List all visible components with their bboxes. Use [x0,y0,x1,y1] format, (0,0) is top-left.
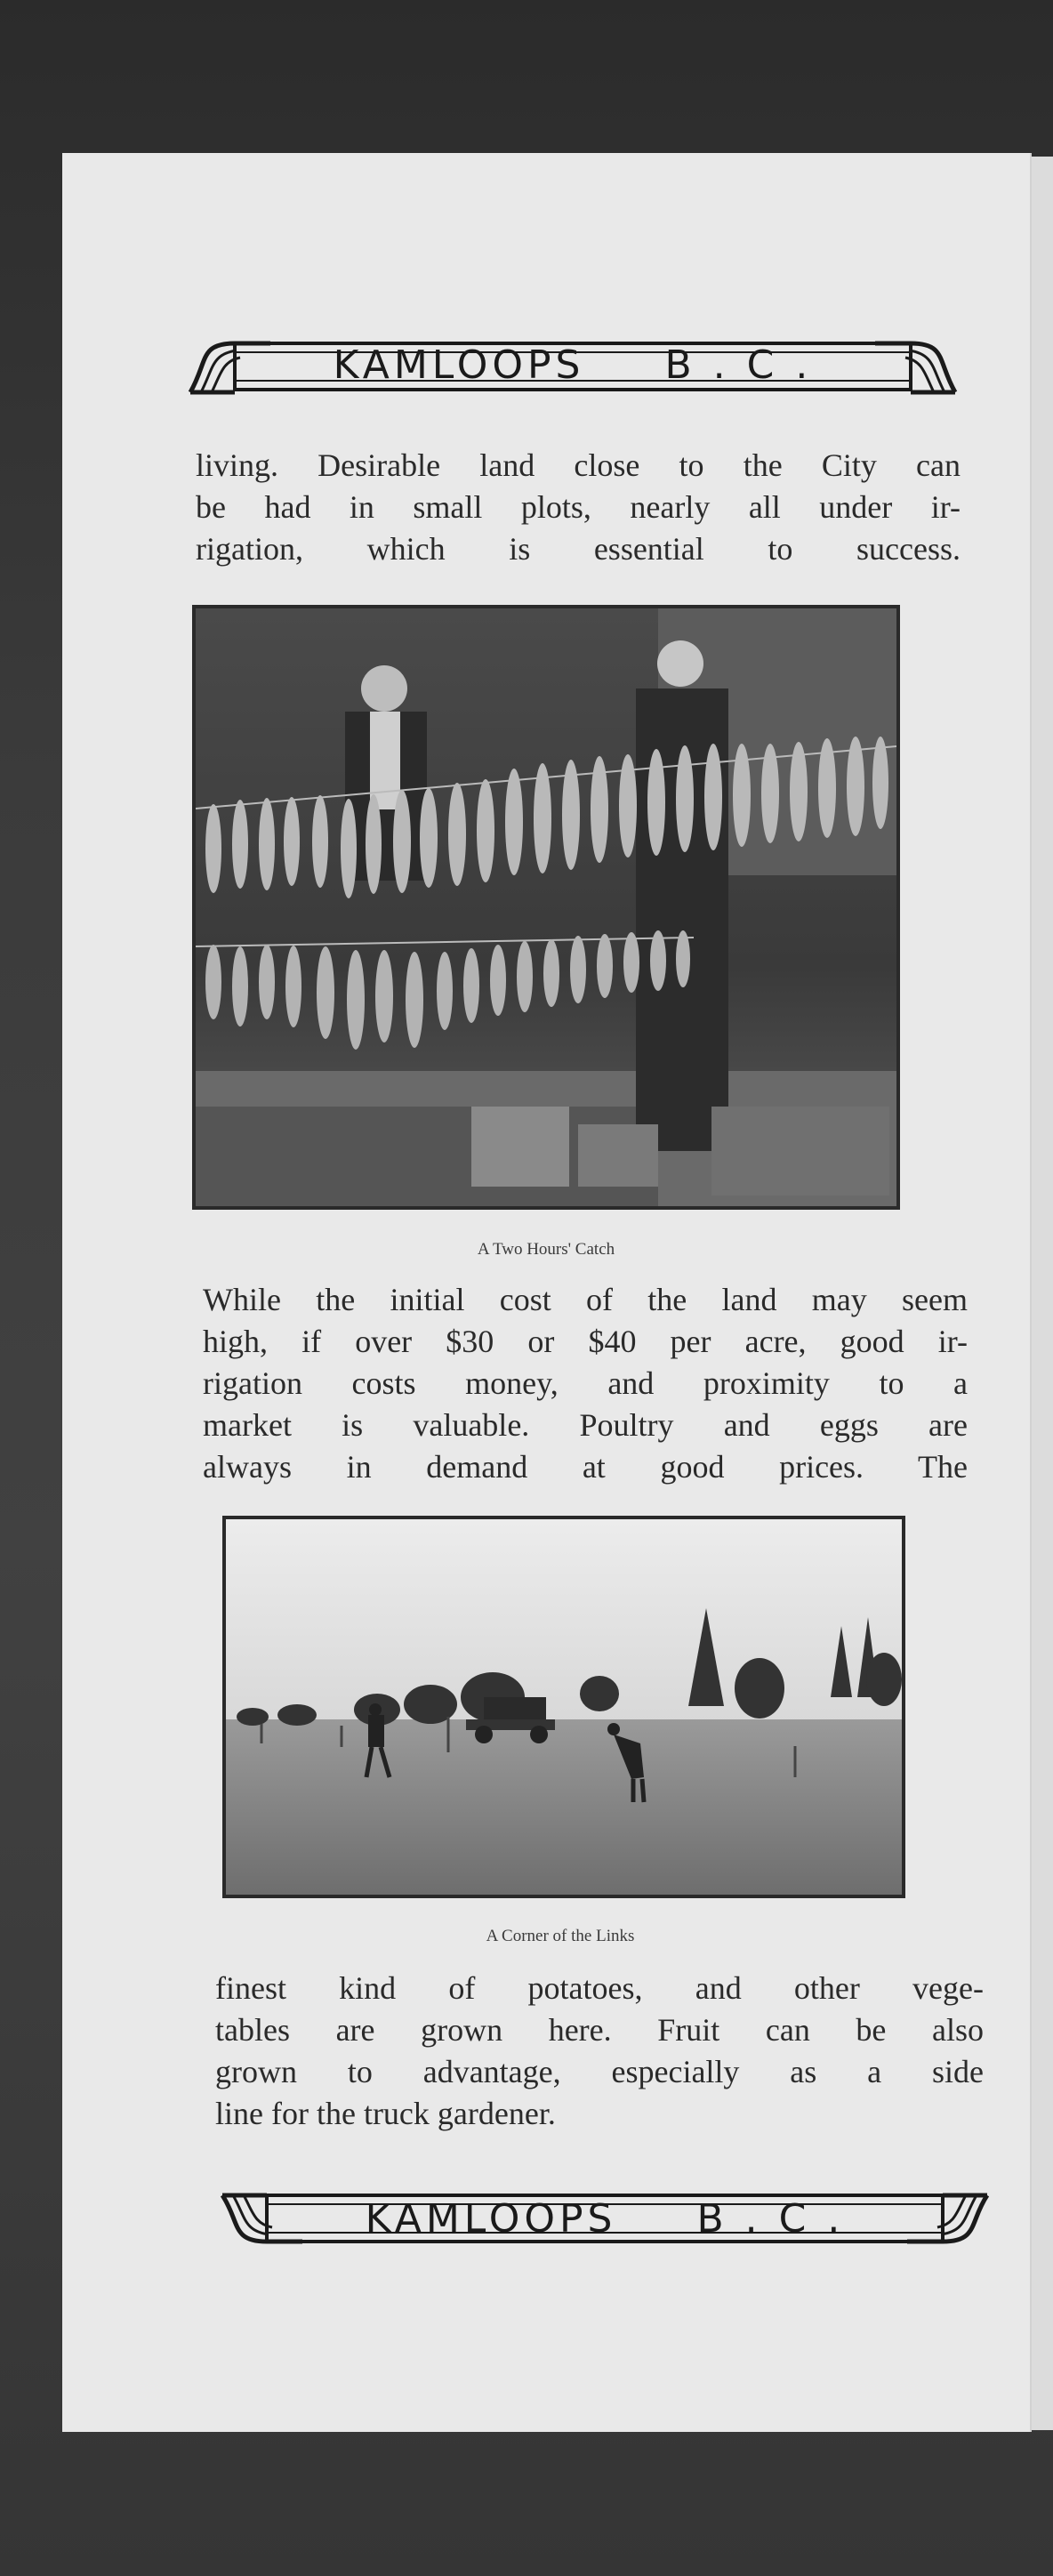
golf-links-image [226,1519,902,1895]
paragraph-line: market is valuable. Poultry and eggs are [203,1407,968,1443]
caption-fish-catch: A Two Hours' Catch [477,1240,615,1259]
paragraph-line: tables are grown here. Fruit can be also [215,2012,984,2048]
banner-title [213,2192,996,2245]
paragraph-line: be had in small plots, nearly all under ir- [196,489,961,525]
paragraph-line: high, if over $30 or $40 per acre, good ir- [203,1324,968,1359]
top-banner [181,326,964,406]
fish-catch-image [196,608,896,1206]
paragraph-line: While the initial cost of the land may seem [203,1282,968,1317]
banner-title [181,338,964,391]
paragraph-line: always in demand at good prices. The [203,1449,968,1485]
paragraph-line: living. Desirable land close to the City can [196,447,961,483]
photo-fish-catch [192,605,900,1210]
bottom-banner [213,2178,996,2258]
paragraph-1 [196,445,961,570]
banner-city: KAMLOOPS [365,2195,617,2242]
paragraph-line: rigation costs money, and proximity to a [203,1365,968,1401]
banner-city: KAMLOOPS [333,342,585,388]
photo-golf-links [222,1516,905,1898]
paragraph-line: finest kind of potatoes, and other vege- [215,1970,984,2006]
paragraph-line: rigation, which is essential to success. [196,531,961,567]
paragraph-line: line for the truck gardener. [215,2096,556,2131]
paragraph-line: grown to advantage, especially as a side [215,2054,984,2089]
brochure-page [62,153,1030,2432]
banner-province: B . C . [696,2195,845,2242]
paragraph-3 [215,1968,984,2135]
paragraph-2 [203,1279,968,1488]
banner-province: B . C . [664,342,813,388]
caption-golf-links: A Corner of the Links [486,1927,635,1945]
